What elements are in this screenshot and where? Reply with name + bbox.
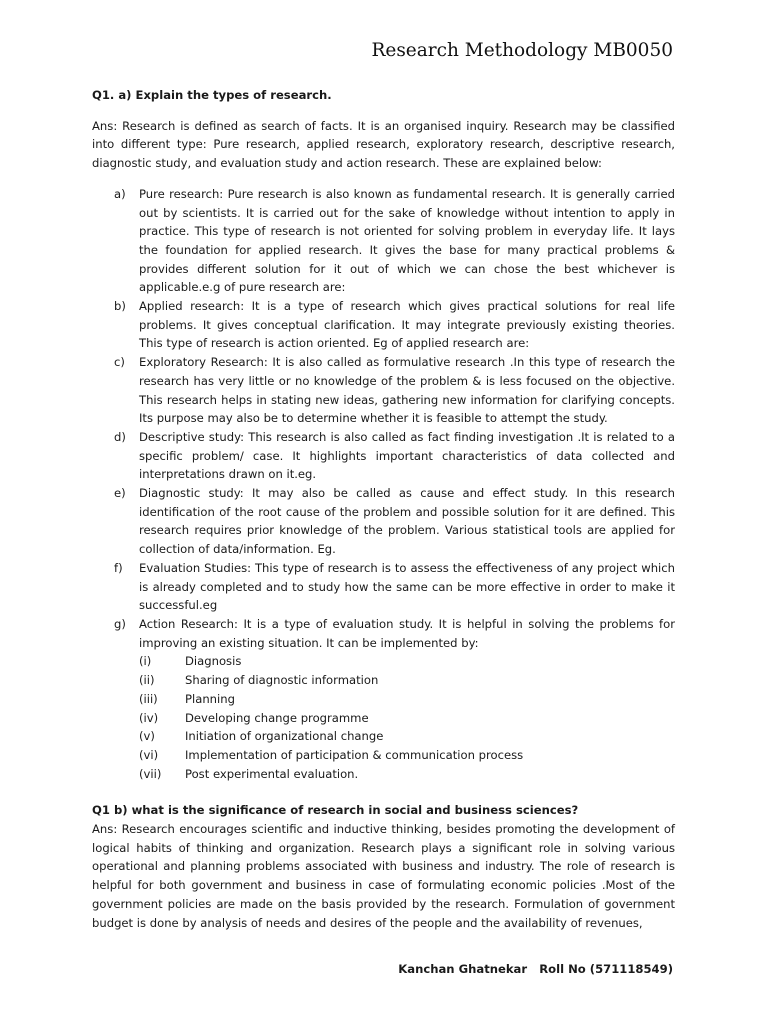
question-1a: Q1. a) Explain the types of research. [92,88,332,102]
list-marker: b) [114,299,126,314]
document-body [92,86,675,932]
roman-marker: (iii) [139,691,158,706]
action-research-steps [139,652,675,783]
page-footer: Kanchan Ghatnekar Roll No (571118549) [398,962,673,976]
sub-list-item [139,765,675,784]
sub-list-item [139,727,675,746]
list-item-text: Action Research: It is a type of evaluation study. It is helpful in solving the problems for improving an existing situation. It can be implemented by: [139,616,675,650]
answer-intro: Ans: Research is defined as search of facts. It is an organised inquiry. Research may be classified into different type: Pure research, applied research, exploratory research, descriptive research, diagnostic study, and evaluation study and action research. These are explained below: [92,118,675,171]
list-item-text: Descriptive study: This research is also called as fact finding investigation .It is related to a specific problem/ case. It highlights important characteristics of data collected and interpretations drawn on it.eg. [139,429,675,482]
list-item [92,615,675,783]
sub-list-item [139,690,675,709]
page-header-title: Research Methodology MB0050 [371,40,673,61]
list-item [92,559,675,615]
sub-item-text: Sharing of diagnostic information [185,673,379,688]
list-item [92,297,675,353]
list-marker: c) [114,355,125,370]
list-item-text: Applied research: It is a type of research which gives practical solutions for real life problems. It gives conceptual clarification. It may integrate previously existing theories. This type of research is action oriented. Eg of applied research are: [139,299,675,351]
list-item-text: Diagnostic study: It may also be called as cause and effect study. In this research identification of the root cause of the problem and possible solution for it are defined. This research requires prior knowledge of the problem. Various statistical tools are applied for collection of data/information. Eg. [139,486,675,557]
list-marker: f) [114,560,123,575]
roman-marker: (v) [139,729,155,744]
list-marker: g) [114,616,126,631]
list-item-text: Pure research: Pure research is also known as fundamental research. It is generally carried out by scientists. It is carried out for the sake of knowledge without intention to apply in practice. This type of research is not oriented for solving problem in everyday life. It lays the foundation for applied research. It gives the base for many practical problems & provides different solution for it out of which we can chose the best whichever is applicable.e.g of pure research are: [139,186,675,295]
question-1b: Q1 b) what is the significance of research in social and business sciences? [92,803,579,818]
list-marker: e) [114,486,126,501]
list-marker: a) [114,186,126,201]
sub-list-item [139,652,675,671]
list-item [92,484,675,559]
roman-marker: (iv) [139,710,159,725]
research-types-list [92,185,675,784]
list-item [92,353,675,428]
list-item-text: Exploratory Research: It is also called as formulative research .In this type of research the research has very little or no knowledge of the problem & is less focused on the objective. This research helps in stating new ideas, gathering new information for clarifying concepts. Its purpose may also be to determine whether it is feasible to attempt the study. [139,355,675,426]
sub-item-text: Planning [185,691,235,706]
sub-item-text: Implementation of participation & communication process [185,747,524,762]
list-item [92,185,675,297]
sub-list-item [139,671,675,690]
sub-item-text: Developing change programme [185,710,369,725]
sub-item-text: Post experimental evaluation. [185,766,359,781]
sub-item-text: Diagnosis [185,654,242,669]
answer-1b: Ans: Research encourages scientific and inductive thinking, besides promoting the development of logical habits of thinking and organization. Research plays a significant role in solving various operational and planning problems associated with business and industry. The role of research is helpful for both government and business in case of formulating economic policies .Most of the government policies are made on the basis provided by the research. Formulation of government budget is done by analysis of needs and desires of the people and the availability of revenues, [92,822,675,930]
list-item-text: Evaluation Studies: This type of research is to assess the effectiveness of any project which is already completed and to study how the same can be more effective in order to make it successful.eg [139,560,675,613]
list-marker: d) [114,429,126,444]
sub-list-item [139,746,675,765]
roman-marker: (vi) [139,747,159,762]
roman-marker: (ii) [139,673,155,688]
sub-item-text: Initiation of organizational change [185,729,384,744]
roman-marker: (i) [139,654,152,669]
roman-marker: (vii) [139,766,162,781]
sub-list-item [139,709,675,728]
list-item [92,428,675,484]
